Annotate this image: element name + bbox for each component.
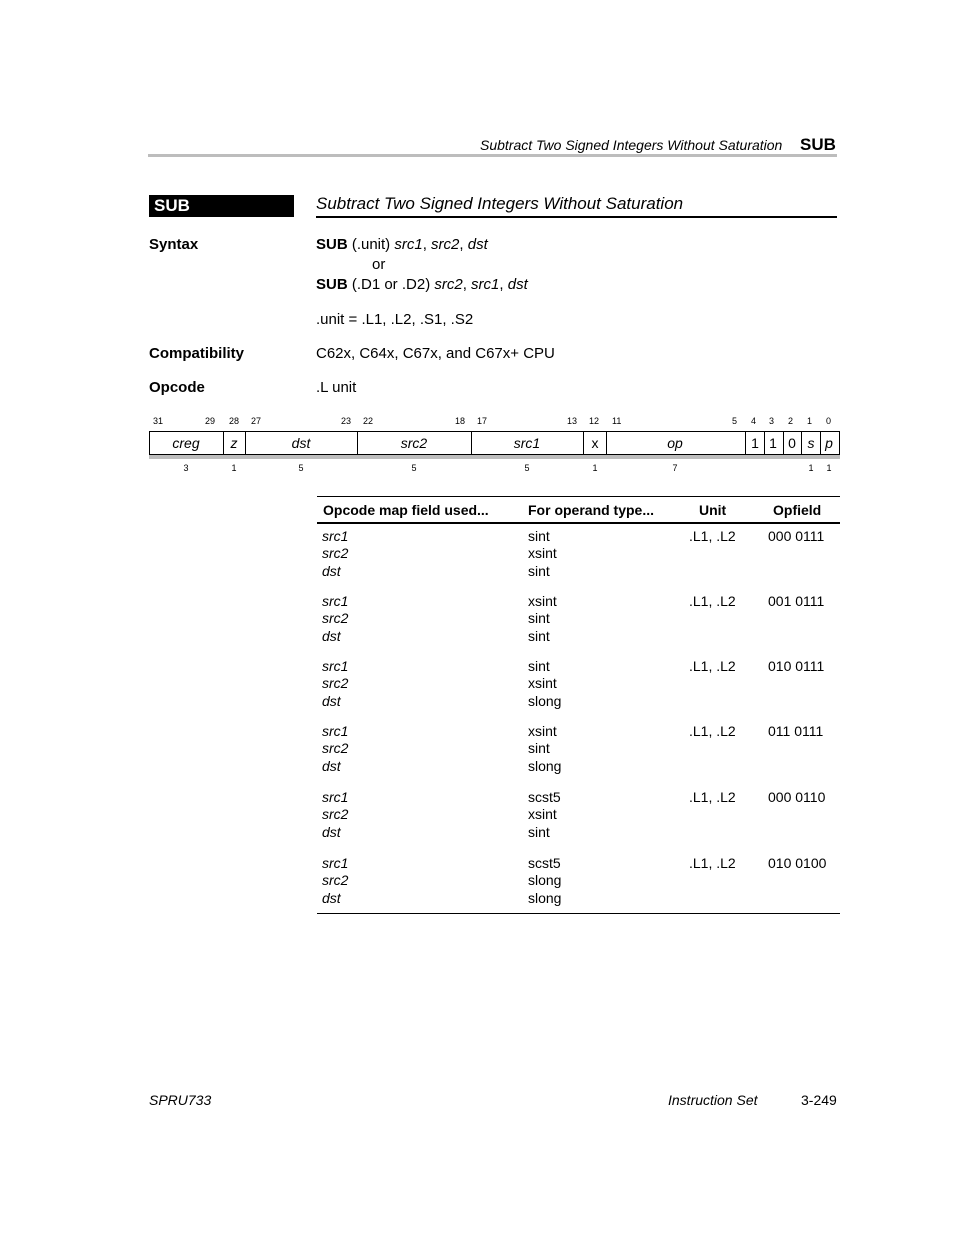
field-separator: [820, 431, 821, 455]
syntax-sep-1: ,: [422, 236, 432, 253]
bit-number: 3: [769, 416, 775, 426]
field-name: dst: [322, 627, 341, 644]
field-width: 1: [826, 463, 832, 473]
field-separator: [471, 431, 472, 455]
field-separator: [606, 431, 607, 455]
field-name: src1: [322, 855, 349, 871]
operand-type: scst5: [528, 855, 561, 871]
field-separator: [783, 431, 784, 455]
operand-type: sint: [528, 562, 550, 579]
syntax-sep-2: ,: [459, 236, 468, 253]
syntax-operand-3: dst: [467, 236, 488, 253]
field-name: src2: [322, 806, 349, 823]
field-fixed-bit: 1: [751, 435, 759, 451]
syntax-operand-2: src1: [471, 276, 500, 293]
syntax-operand-1: src1: [394, 236, 423, 253]
operand-type: xsint: [528, 545, 557, 562]
field-x: x: [591, 435, 599, 451]
operand-type: sint: [528, 658, 550, 674]
table-row-unit: .L1, .L2: [689, 528, 736, 544]
bit-number: 22: [363, 416, 374, 426]
field-width: 1: [808, 463, 814, 473]
table-row-opfield: 010 0100: [768, 855, 827, 871]
table-bottom-rule: [317, 913, 840, 914]
operand-type: xsint: [528, 806, 557, 823]
instruction-title: Subtract Two Signed Integers Without Saturation: [316, 194, 684, 213]
table-top-rule: [317, 496, 840, 497]
field-op: op: [667, 435, 683, 451]
field-name: dst: [322, 889, 341, 906]
table-row-types: [528, 855, 561, 907]
operand-type: sint: [528, 823, 550, 840]
bit-number: 27: [251, 416, 262, 426]
bit-number: 11: [612, 416, 622, 426]
field-name: src2: [322, 675, 349, 692]
field-name: src1: [322, 658, 349, 674]
compatibility-label: Compatibility: [149, 345, 245, 362]
table-row-types: [528, 528, 557, 580]
field-fixed-bit: 1: [769, 435, 777, 451]
table-row-unit: .L1, .L2: [689, 855, 736, 871]
table-row-opfield: 000 0110: [768, 789, 826, 805]
operand-type: slong: [528, 872, 562, 889]
field-name: src1: [322, 789, 349, 805]
operand-type: sint: [528, 610, 550, 627]
field-separator: [357, 431, 358, 455]
bit-number: 2: [788, 416, 794, 426]
footer-doc-id: SPRU733: [149, 1092, 212, 1108]
table-row-field: [322, 528, 348, 580]
table-row-unit: .L1, .L2: [689, 658, 736, 674]
syntax-mnemonic: SUB: [316, 276, 348, 293]
field-name: src1: [322, 593, 349, 609]
bit-number: 31: [153, 416, 164, 426]
bit-number: 28: [229, 416, 240, 426]
table-row-types: [528, 723, 561, 775]
operand-type: slong: [528, 757, 562, 774]
field-separator: [801, 431, 802, 455]
field-separator: [583, 431, 584, 455]
bit-number: 29: [205, 416, 216, 426]
field-fixed-bit: 0: [788, 435, 796, 451]
operand-type: scst5: [528, 789, 561, 805]
field-width: 5: [524, 463, 530, 473]
table-header-operand-type: For operand type...: [528, 502, 655, 518]
syntax-line-2: [316, 276, 528, 293]
table-row-field: [322, 658, 348, 710]
operand-type: sint: [528, 740, 550, 757]
field-name: dst: [322, 562, 341, 579]
bit-number: 4: [751, 416, 757, 426]
bit-number: 0: [826, 416, 832, 426]
bit-number: 1: [807, 416, 813, 426]
field-width: 5: [298, 463, 304, 473]
operand-type: xsint: [528, 593, 557, 609]
field-width: 1: [231, 463, 237, 473]
field-name: src2: [322, 872, 349, 889]
opcode-label: Opcode: [149, 379, 205, 396]
field-width: 7: [672, 463, 678, 473]
bit-number: 18: [455, 416, 466, 426]
title-rule: [316, 216, 837, 218]
operand-type: xsint: [528, 675, 557, 692]
field-name: src2: [322, 610, 349, 627]
table-row-opfield: 011 0111: [768, 723, 824, 739]
table-row-field: [322, 593, 348, 645]
syntax-label: Syntax: [149, 236, 199, 253]
syntax-sep-2: ,: [499, 276, 508, 293]
table-header-opfield: Opfield: [773, 502, 822, 518]
syntax-operand-3: dst: [507, 276, 528, 293]
field-separator: [745, 431, 746, 455]
table-row-field: [322, 855, 348, 907]
operand-type: slong: [528, 692, 562, 709]
compatibility-value: C62x, C64x, C67x, and C67x+ CPU: [316, 345, 555, 362]
field-name: dst: [322, 692, 341, 709]
bit-number: 12: [589, 416, 600, 426]
field-creg: creg: [172, 435, 200, 451]
operand-type: slong: [528, 889, 562, 906]
field-width: 5: [411, 463, 417, 473]
field-name: dst: [322, 757, 341, 774]
table-header-rule: [317, 522, 840, 524]
running-header-title: Subtract Two Signed Integers Without Saturation: [480, 137, 783, 153]
field-p: p: [825, 435, 833, 451]
field-separator: [223, 431, 224, 455]
field-dst: dst: [291, 435, 311, 451]
field-src2: src2: [400, 435, 428, 451]
table-row-field: [322, 723, 348, 775]
table-row-unit: .L1, .L2: [689, 789, 736, 805]
field-width: 1: [592, 463, 598, 473]
bit-number: 13: [567, 416, 578, 426]
field-name: src1: [322, 528, 349, 544]
field-name: dst: [322, 823, 341, 840]
syntax-operand-2: src2: [431, 236, 460, 253]
table-row-types: [528, 593, 557, 645]
opcode-field-box: [149, 431, 840, 455]
bit-number: 5: [732, 416, 738, 426]
table-header-unit: Unit: [699, 502, 727, 518]
field-s: s: [807, 435, 815, 451]
header-rule: [148, 154, 837, 157]
table-row-opfield: 001 0111: [768, 593, 825, 609]
syntax-line-1: [316, 236, 488, 253]
syntax-sep-1: ,: [462, 276, 472, 293]
footer-page-number: 3-249: [801, 1092, 837, 1108]
bit-number: 23: [341, 416, 352, 426]
field-src1: src1: [513, 435, 541, 451]
syntax-unit: (.unit): [347, 236, 395, 253]
table-row-opfield: 000 0111: [768, 528, 825, 544]
syntax-mnemonic: SUB: [316, 236, 348, 253]
operand-type: sint: [528, 528, 550, 544]
field-name: src2: [322, 740, 349, 757]
field-name: src2: [322, 545, 349, 562]
table-header-field: Opcode map field used...: [323, 502, 489, 518]
table-row-unit: .L1, .L2: [689, 723, 736, 739]
table-row-field: [322, 789, 348, 841]
bit-number: 17: [477, 416, 488, 426]
opcode-unit: .L unit: [316, 379, 357, 396]
table-row-types: [528, 658, 561, 710]
operand-type: sint: [528, 627, 550, 644]
syntax-or: or: [372, 256, 386, 273]
syntax-unit-line: .unit = .L1, .L2, .S1, .S2: [316, 311, 474, 328]
syntax-unit: (.D1 or .D2): [347, 276, 435, 293]
table-row-types: [528, 789, 561, 841]
syntax-operand-1: src2: [434, 276, 463, 293]
running-header-mnemonic: SUB: [800, 135, 836, 154]
field-shadow-rule: [149, 455, 840, 459]
field-z: z: [230, 435, 238, 451]
field-name: src1: [322, 723, 349, 739]
operand-type: xsint: [528, 723, 557, 739]
instruction-mnemonic-box: SUB: [149, 195, 294, 217]
field-separator: [764, 431, 765, 455]
footer-section: Instruction Set: [668, 1092, 758, 1108]
field-width: 3: [183, 463, 189, 473]
table-row-unit: .L1, .L2: [689, 593, 736, 609]
field-separator: [245, 431, 246, 455]
table-row-opfield: 010 0111: [768, 658, 825, 674]
